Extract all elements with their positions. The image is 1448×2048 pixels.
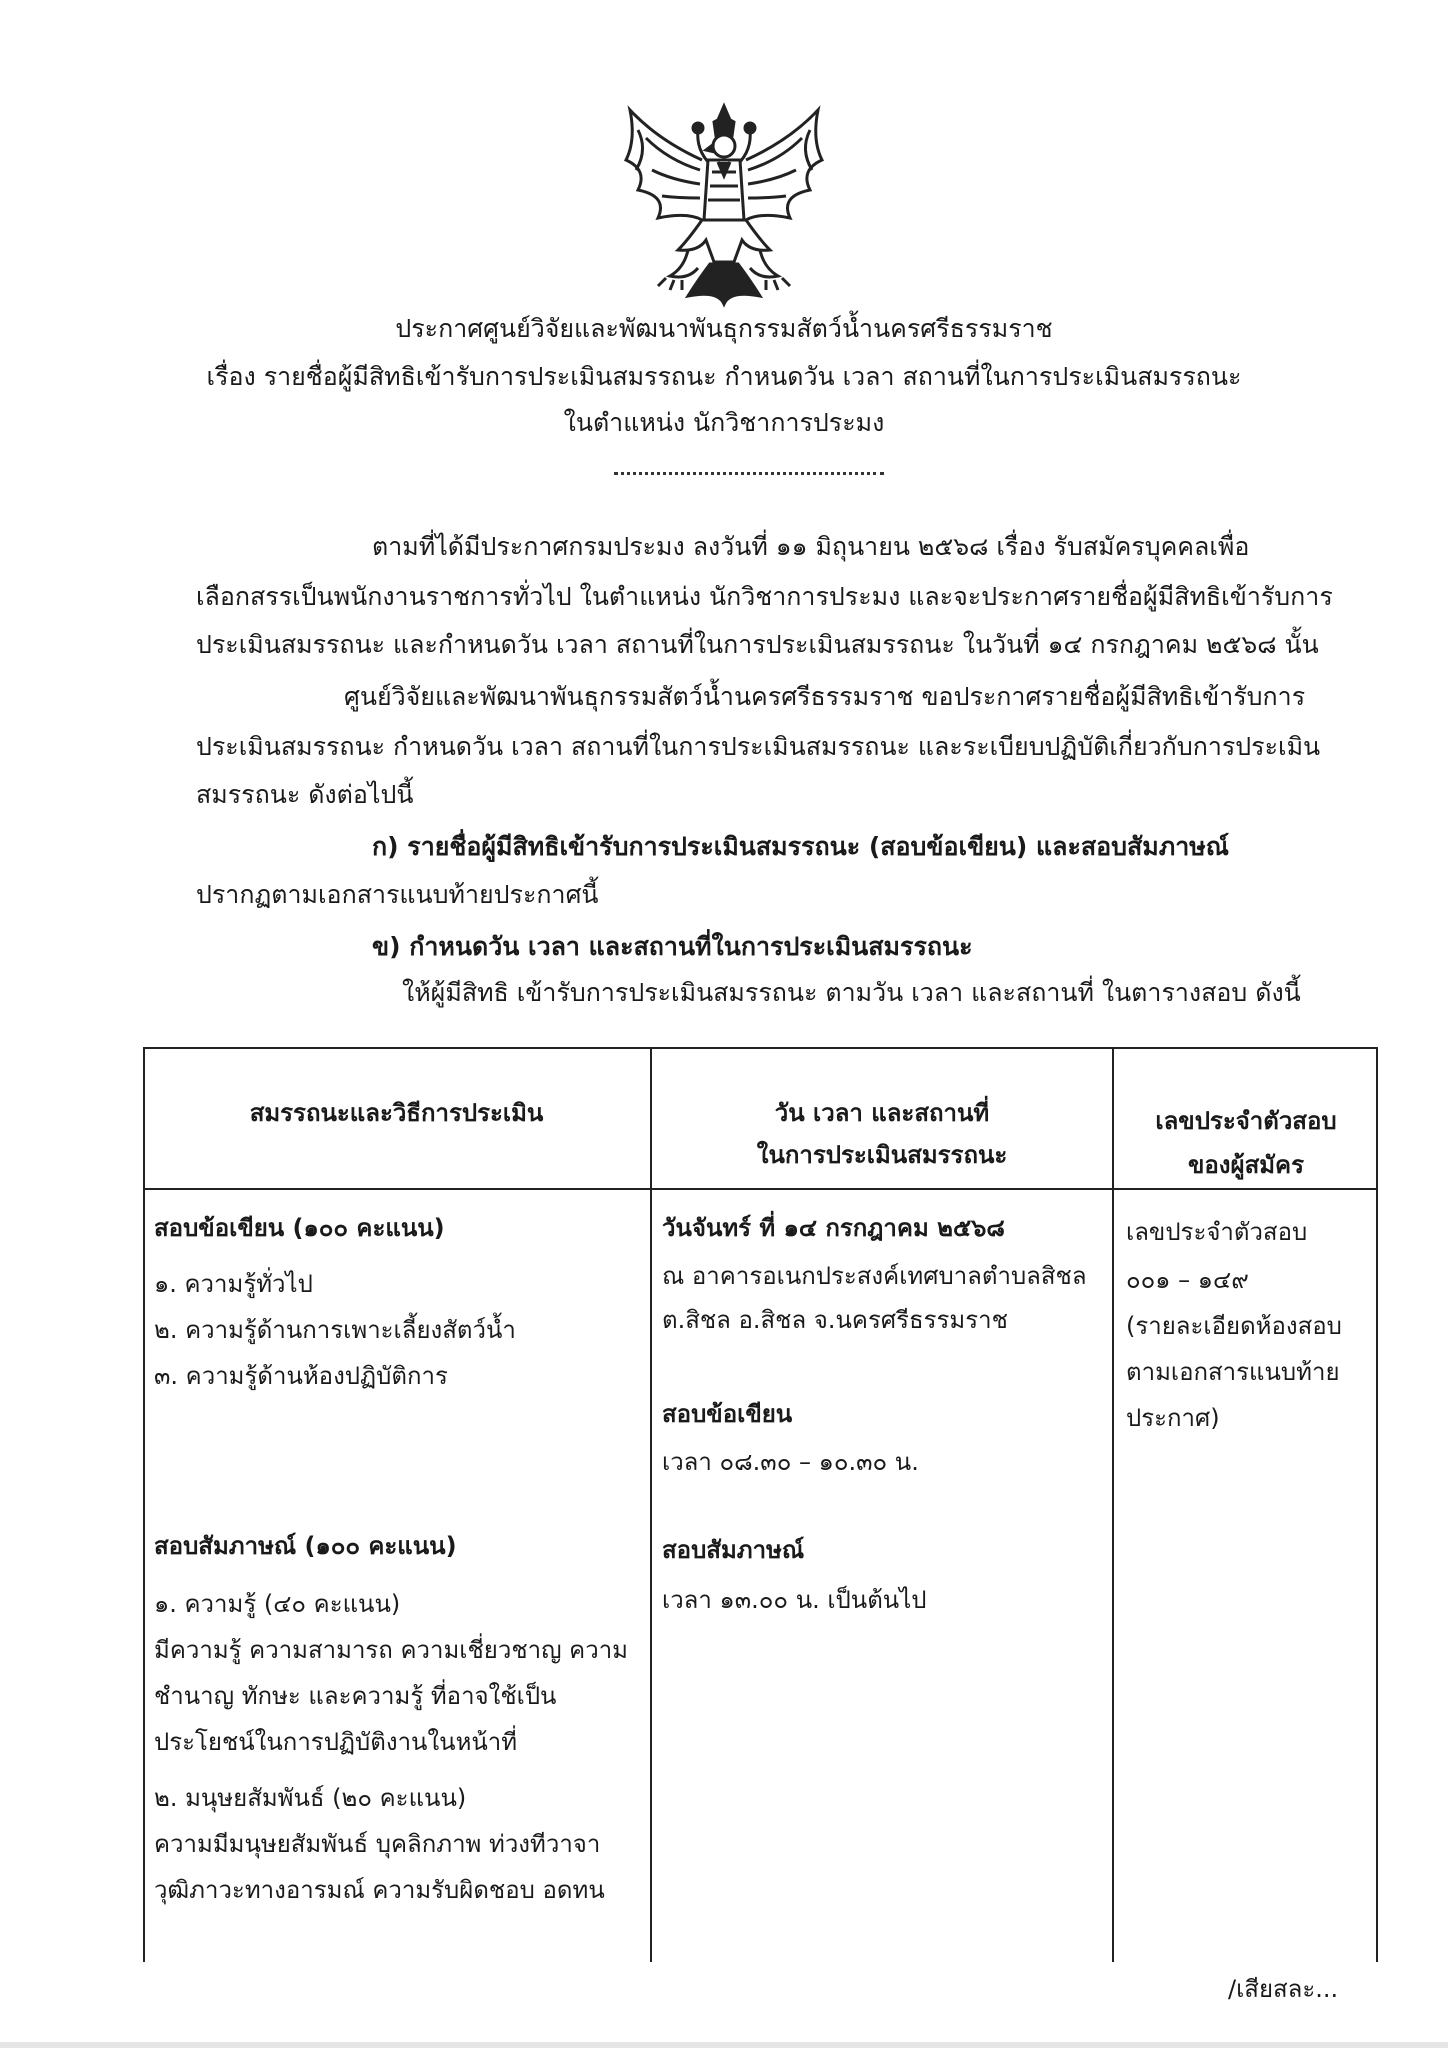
paragraph-1-line-2: เลือกสรรเป็นพนักงานราชการทั่วไป ในตำแหน่ง นักวิชาการประมง และจะประกาศรายชื่อผู้มีสิทธิเข้ารับการ bbox=[196, 582, 1333, 611]
section-a-text: ปรากฏตามเอกสารแนบท้ายประกาศนี้ bbox=[196, 880, 599, 909]
header-divider bbox=[614, 466, 884, 475]
written-exam-time: เวลา ๐๘.๓๐ – ๑๐.๓๐ น. bbox=[662, 1448, 919, 1476]
written-exam-item-1: ๑. ความรู้ทั่วไป bbox=[154, 1270, 313, 1298]
interview-item-1: ๑. ความรู้ (๔๐ คะแนน) bbox=[154, 1590, 401, 1618]
interview-item-1-desc-line-3: ประโยชน์ในการปฏิบัติงานในหน้าที่ bbox=[154, 1728, 518, 1756]
written-exam-label: สอบข้อเขียน bbox=[662, 1400, 793, 1428]
interview-item-1-desc-line-2: ชำนาญ ทักษะ และความรู้ ที่อาจใช้เป็น bbox=[154, 1682, 557, 1710]
announcement-title: ประกาศศูนย์วิจัยและพัฒนาพันธุกรรมสัตว์น้ำนครศรีธรรมราช bbox=[395, 314, 1053, 343]
exam-venue-line-2: ต.สิชล อ.สิชล จ.นครศรีธรรมราช bbox=[662, 1306, 1008, 1334]
interview-item-1-desc-line-1: มีความรู้ ความสามารถ ความเชี่ยวชาญ ความ bbox=[154, 1636, 628, 1664]
interview-item-2-desc-line-2: วุฒิภาวะทางอารมณ์ ความรับผิดชอบ อดทน bbox=[154, 1876, 605, 1904]
section-a-title: ก) รายชื่อผู้มีสิทธิเข้ารับการประเมินสมรรถนะ (สอบข้อเขียน) และสอบสัมภาษณ์ bbox=[372, 832, 1229, 861]
section-b-text: ให้ผู้มีสิทธิ เข้ารับการประเมินสมรรถนะ ตามวัน เวลา และสถานที่ ในตารางสอบ ดังนี้ bbox=[402, 978, 1301, 1007]
paragraph-2-line-2: ประเมินสมรรถนะ กำหนดวัน เวลา สถานที่ในการประเมินสมรรถนะ และระเบียบปฏิบัติเกี่ยวกับการประเมิน bbox=[196, 732, 1321, 761]
written-exam-title: สอบข้อเขียน (๑๐๐ คะแนน) bbox=[154, 1214, 445, 1242]
exam-room-note-line-3: ประกาศ) bbox=[1126, 1404, 1220, 1432]
table-header-schedule-line-1: วัน เวลา และสถานที่ bbox=[774, 1099, 990, 1127]
table-header-schedule-line-2: ในการประเมินสมรรถนะ bbox=[756, 1141, 1008, 1169]
table-header-exam-id-line-2: ของผู้สมัคร bbox=[1187, 1151, 1304, 1179]
exam-room-note-line-1: (รายละเอียดห้องสอบ bbox=[1126, 1312, 1342, 1340]
table-header-exam-id-line-1: เลขประจำตัวสอบ bbox=[1155, 1107, 1337, 1135]
paragraph-2-line-1: ศูนย์วิจัยและพัฒนาพันธุกรรมสัตว์น้ำนครศรีธรรมราช ขอประกาศรายชื่อผู้มีสิทธิเข้ารับการ bbox=[344, 682, 1306, 711]
announcement-position: ในตำแหน่ง นักวิชาการประมง bbox=[563, 408, 885, 437]
section-b-title: ข) กำหนดวัน เวลา และสถานที่ในการประเมินสมรรถนะ bbox=[372, 932, 973, 961]
interview-time: เวลา ๑๓.๐๐ น. เป็นต้นไป bbox=[662, 1586, 927, 1614]
exam-room-note-line-2: ตามเอกสารแนบท้าย bbox=[1126, 1358, 1340, 1386]
table-header-competency: สมรรถนะและวิธีการประเมิน bbox=[249, 1099, 544, 1127]
paragraph-1-line-3: ประเมินสมรรถนะ และกำหนดวัน เวลา สถานที่ในการประเมินสมรรถนะ ในวันที่ ๑๔ กรกฎาคม ๒๕๖๘ นั้น bbox=[196, 630, 1319, 659]
written-exam-item-3: ๓. ความรู้ด้านห้องปฏิบัติการ bbox=[154, 1362, 448, 1390]
exam-id-range: ๐๐๑ – ๑๔๙ bbox=[1126, 1266, 1249, 1294]
scan-edge bbox=[0, 2042, 1448, 2048]
announcement-subject: เรื่อง รายชื่อผู้มีสิทธิเข้ารับการประเมินสมรรถนะ กำหนดวัน เวลา สถานที่ในการประเมินสมรรถนะ bbox=[206, 362, 1242, 391]
exam-venue-line-1: ณ อาคารอเนกประสงค์เทศบาลตำบลสิชล bbox=[662, 1262, 1087, 1290]
interview-item-2: ๒. มนุษยสัมพันธ์ (๒๐ คะแนน) bbox=[154, 1784, 467, 1812]
exam-date: วันจันทร์ ที่ ๑๔ กรกฎาคม ๒๕๖๘ bbox=[662, 1214, 1005, 1242]
paragraph-2-line-3: สมรรถนะ ดังต่อไปนี้ bbox=[196, 780, 414, 809]
exam-id-label: เลขประจำตัวสอบ bbox=[1126, 1218, 1308, 1246]
interview-item-2-desc-line-1: ความมีมนุษยสัมพันธ์ บุคลิกภาพ ท่วงทีวาจา bbox=[154, 1830, 601, 1858]
garuda-emblem-icon bbox=[618, 100, 830, 308]
paragraph-1-line-1: ตามที่ได้มีประกาศกรมประมง ลงวันที่ ๑๑ มิถุนายน ๒๕๖๘ เรื่อง รับสมัครบุคคลเพื่อ bbox=[372, 532, 1250, 561]
table-column-divider-1 bbox=[650, 1047, 652, 1962]
interview-label: สอบสัมภาษณ์ bbox=[662, 1536, 805, 1564]
written-exam-item-2: ๒. ความรู้ด้านการเพาะเลี้ยงสัตว์น้ำ bbox=[154, 1316, 516, 1344]
interview-title: สอบสัมภาษณ์ (๑๐๐ คะแนน) bbox=[154, 1532, 457, 1560]
page-continuation: /เสียสละ... bbox=[1228, 1975, 1339, 2003]
table-header-divider bbox=[143, 1188, 1378, 1190]
